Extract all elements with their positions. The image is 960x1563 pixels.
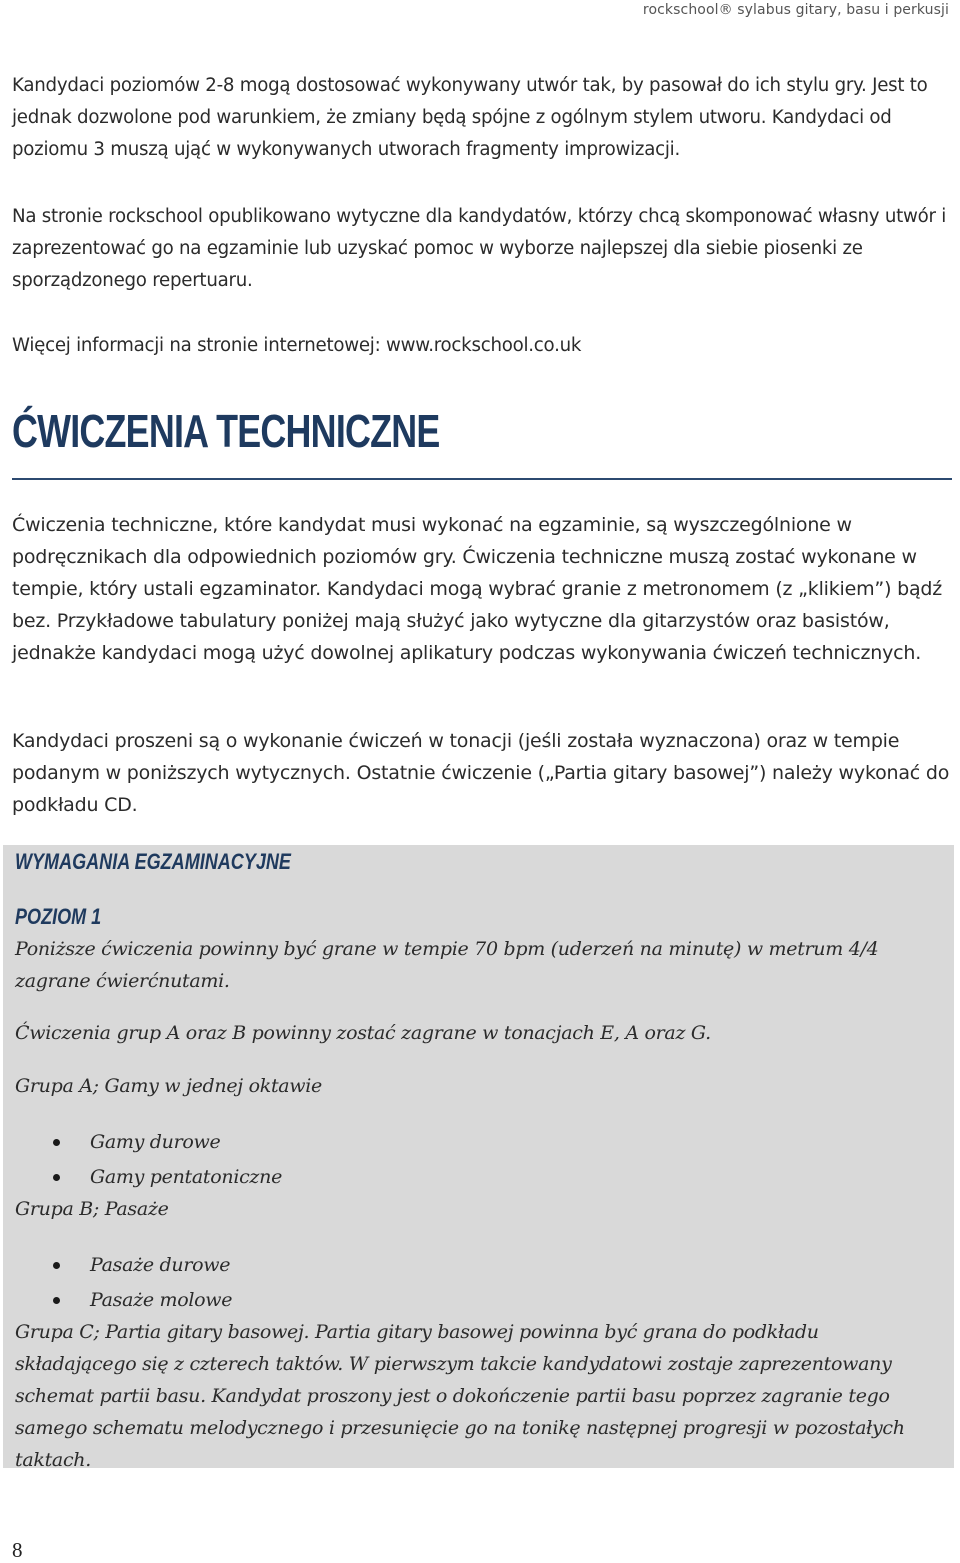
- section-divider: [12, 478, 952, 480]
- keys-text: Ćwiczenia grup A oraz B powinny zostać zagrane w tonacjach E, A oraz G.: [15, 1022, 711, 1044]
- bullet-icon: [53, 1139, 60, 1146]
- bullet-icon: [53, 1297, 60, 1304]
- section-paragraph-1: Ćwiczenia techniczne, które kandydat musi wykonać na egzaminie, są wyszczególnione w podręcznikach dla odpowiednich poziomów gry. Ćwiczenia techniczne muszą zostać wykonane w tempie, który ustali egzaminator. Kandydaci mogą wybrać granie z metronomem (z „klikiem”) bądź bez. Przykładowe tabulatury poniżej mają służyć jako wytyczne dla gitarzystów oraz basistów, jednakże kandydaci mogą użyć dowolnej aplikatury podczas wykonywania ćwiczeń technicznych.: [12, 514, 943, 664]
- list-item: [53, 1248, 232, 1283]
- group-b-list: [53, 1248, 232, 1318]
- section-paragraph-2: Kandydaci proszeni są o wykonanie ćwiczeń w tonacji (jeśli została wyznaczona) oraz w tempie podanym w poniższych wytycznych. Ostatnie ćwiczenie („Partia gitary basowej”) należy wykonać do podkładu CD.: [12, 730, 950, 816]
- group-c-text: Grupa C; Partia gitary basowej. Partia gitary basowej powinna być grana do podkładu składającego się z czterech taktów. W pierwszym takcie kandydatowi zostaje zaprezentowany schemat partii basu. Kandydat proszony jest o dokończenie partii basu poprzez zagranie tego samego schematu melodycznego i przesunięcie go na tonikę następnej progresji w pozostałych taktach.: [15, 1321, 905, 1471]
- level-heading: POZIOM 1: [15, 904, 102, 929]
- list-item-label: Gamy pentatoniczne: [90, 1166, 283, 1188]
- tempo-text: Poniższe ćwiczenia powinny być grane w tempie 70 bpm (uderzeń na minutę) w metrum 4/4 zagrane ćwierćnutami.: [15, 938, 879, 992]
- list-item-label: Pasaże molowe: [90, 1289, 233, 1311]
- list-item: [53, 1283, 232, 1318]
- running-header: rockschool® sylabus gitary, basu i perkusji: [642, 2, 949, 18]
- page-number: 8: [12, 1538, 23, 1562]
- bullet-icon: [53, 1262, 60, 1269]
- intro-paragraph-1: Kandydaci poziomów 2-8 mogą dostosować wykonywany utwór tak, by pasował do ich stylu gry. Jest to jednak dozwolone pod warunkiem, że zmiany będą spójne z ogólnym stylem utworu. Kandydaci od poziomu 3 muszą ująć w wykonywanych utworach fragmenty improwizacji.: [12, 75, 928, 160]
- group-b-label: Grupa B; Pasaże: [15, 1198, 169, 1220]
- bullet-icon: [53, 1174, 60, 1181]
- exam-requirements-box: [3, 845, 954, 1471]
- group-a-list: [53, 1125, 282, 1195]
- list-item-label: Gamy durowe: [90, 1131, 221, 1153]
- list-item-label: Pasaże durowe: [90, 1254, 231, 1276]
- group-a-label: Grupa A; Gamy w jednej oktawie: [15, 1075, 322, 1097]
- list-item: [53, 1125, 282, 1160]
- section-title: ĆWICZENIA TECHNICZNE: [12, 405, 440, 457]
- exam-box-heading: WYMAGANIA EGZAMINACYJNE: [15, 849, 291, 874]
- intro-paragraph-3: Więcej informacji na stronie internetowej: www.rockschool.co.uk: [12, 335, 582, 356]
- list-item: [53, 1160, 282, 1195]
- intro-paragraph-2: Na stronie rockschool opublikowano wytyczne dla kandydatów, którzy chcą skomponować własny utwór i zaprezentować go na egzaminie lub uzyskać pomoc w wyborze najlepszej dla siebie piosenki ze sporządzonego repertuaru.: [12, 206, 947, 291]
